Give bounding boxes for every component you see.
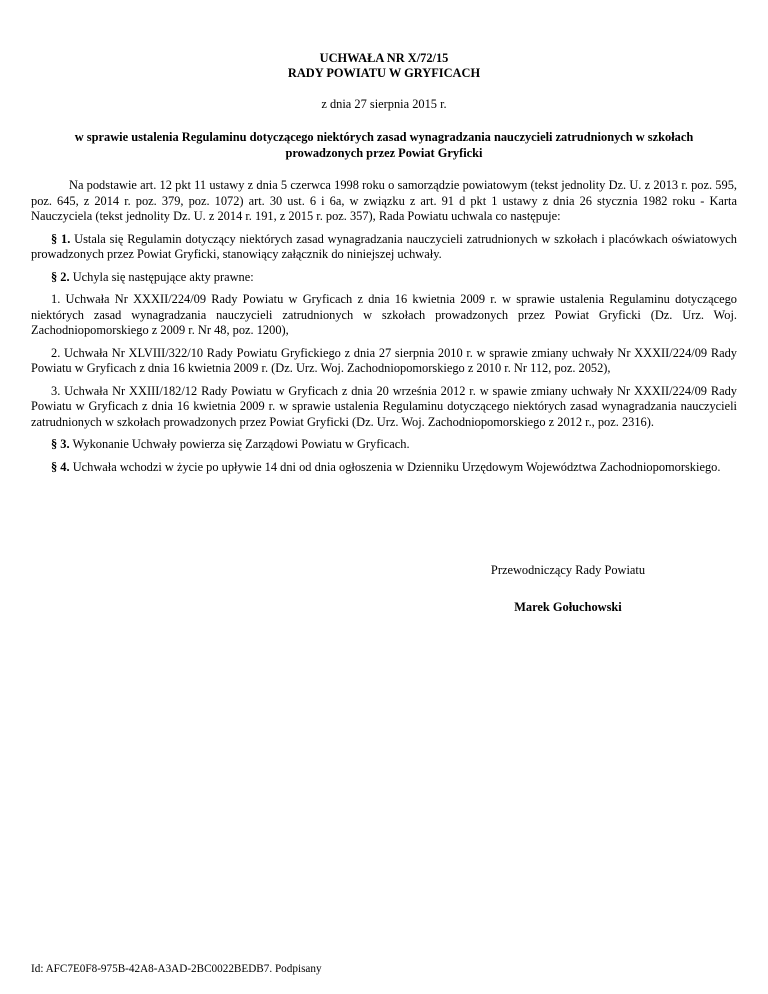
- section-3: [31, 437, 737, 453]
- resolution-subject: w sprawie ustalenia Regulaminu dotyczącego niektórych zasad wynagradzania nauczycieli zatrudnionych w szkołach prowadzonych przez Powiat Gryficki: [74, 130, 694, 160]
- document-id-footer: Id: AFC7E0F8-975B-42A8-A3AD-2BC0022BEDB7. Podpisany: [31, 963, 322, 975]
- signatory-name: Marek Gołuchowski: [514, 600, 622, 614]
- section-2-text: Uchyla się następujące akty prawne:: [69, 269, 254, 284]
- repealed-act-1: 1. Uchwała Nr XXXII/224/09 Rady Powiatu w Gryficach z dnia 16 kwietnia 2009 r. w sprawie ustalenia Regulaminu dotyczącego niektórych zasad wynagradzania nauczycieli zatrudnionych w szkołach prowadzonych przez Powiat Gryficki (Dz. Urz. Woj. Zachodniopomorskiego z 2009 r. Nr 48, poz. 1200),: [31, 292, 737, 337]
- section-2-mark: § 2.: [51, 269, 70, 284]
- legal-basis-paragraph: Na podstawie art. 12 pkt 11 ustawy z dnia 5 czerwca 1998 roku o samorządzie powiatowym (tekst jednolity Dz. U. z 2013 r. poz. 595, poz. 645, z 2014 r. poz. 379, poz. 1072) art. 30 ust. 6 i 6a, w związku z art. 91 d pkt 1 ustawy z dnia 26 stycznia 1982 roku - Karta Nauczyciela (tekst jednolity Dz. U. z 2014 r. 191, z 2015 r. poz. 357), Rada Powiatu uchwala co następuje:: [31, 178, 737, 223]
- section-1-text: Ustala się Regulamin dotyczący niektórych zasad wynagradzania nauczycieli zatrudnionych w szkołach i placówkach oświatowych prowadzonych przez Powiat Gryficki, stanowiący załącznik do niniejszej uchwały.: [31, 231, 737, 261]
- repealed-act-2: 2. Uchwała Nr XLVIII/322/10 Rady Powiatu Gryfickiego z dnia 27 sierpnia 2010 r. w sprawie zmiany uchwały Nr XXXII/224/09 Rady Powiatu w Gryficach z dnia 16 kwietnia 2009 r. (Dz. Urz. Woj. Zachodniopomorskiego z 2010 r. Nr 112, poz. 2052),: [31, 345, 737, 375]
- document-page: [31, 0, 737, 994]
- section-1-mark: § 1.: [51, 231, 71, 246]
- council-name: RADY POWIATU W GRYFICACH: [287, 66, 481, 80]
- section-4: [31, 460, 737, 476]
- section-2: [31, 270, 737, 286]
- section-1: [31, 232, 737, 263]
- resolution-date: z dnia 27 sierpnia 2015 r.: [321, 97, 447, 111]
- signatory-role: Przewodniczący Rady Powiatu: [490, 563, 646, 577]
- document-header: [31, 51, 737, 161]
- section-3-text: Wykonanie Uchwały powierza się Zarządowi Powiatu w Gryficach.: [69, 437, 410, 451]
- section-4-text: Uchwała wchodzi w życie po upływie 14 dni od dnia ogłoszenia w Dzienniku Urzędowym Województwa Zachodniopomorskiego.: [69, 459, 721, 474]
- section-3-mark: § 3.: [51, 437, 70, 451]
- document-body: [31, 178, 737, 482]
- repealed-act-3: 3. Uchwała Nr XXIII/182/12 Rady Powiatu w Gryficach z dnia 20 września 2012 r. w spawie zmiany uchwały Nr XXXII/224/09 Rady Powiatu w Gryficach z dnia 16 kwietnia 2009 r. w sprawie ustalenia Regulaminu dotyczącego niektórych zasad wynagradzania nauczycieli zatrudnionych w szkołach prowadzonych przez Powiat Gryficki (Dz. Urz. Woj. Zachodniopomorskiego z 2012 r., poz. 2316).: [31, 383, 737, 429]
- section-4-mark: § 4.: [51, 459, 70, 474]
- resolution-number: UCHWAŁA NR X/72/15: [319, 51, 449, 65]
